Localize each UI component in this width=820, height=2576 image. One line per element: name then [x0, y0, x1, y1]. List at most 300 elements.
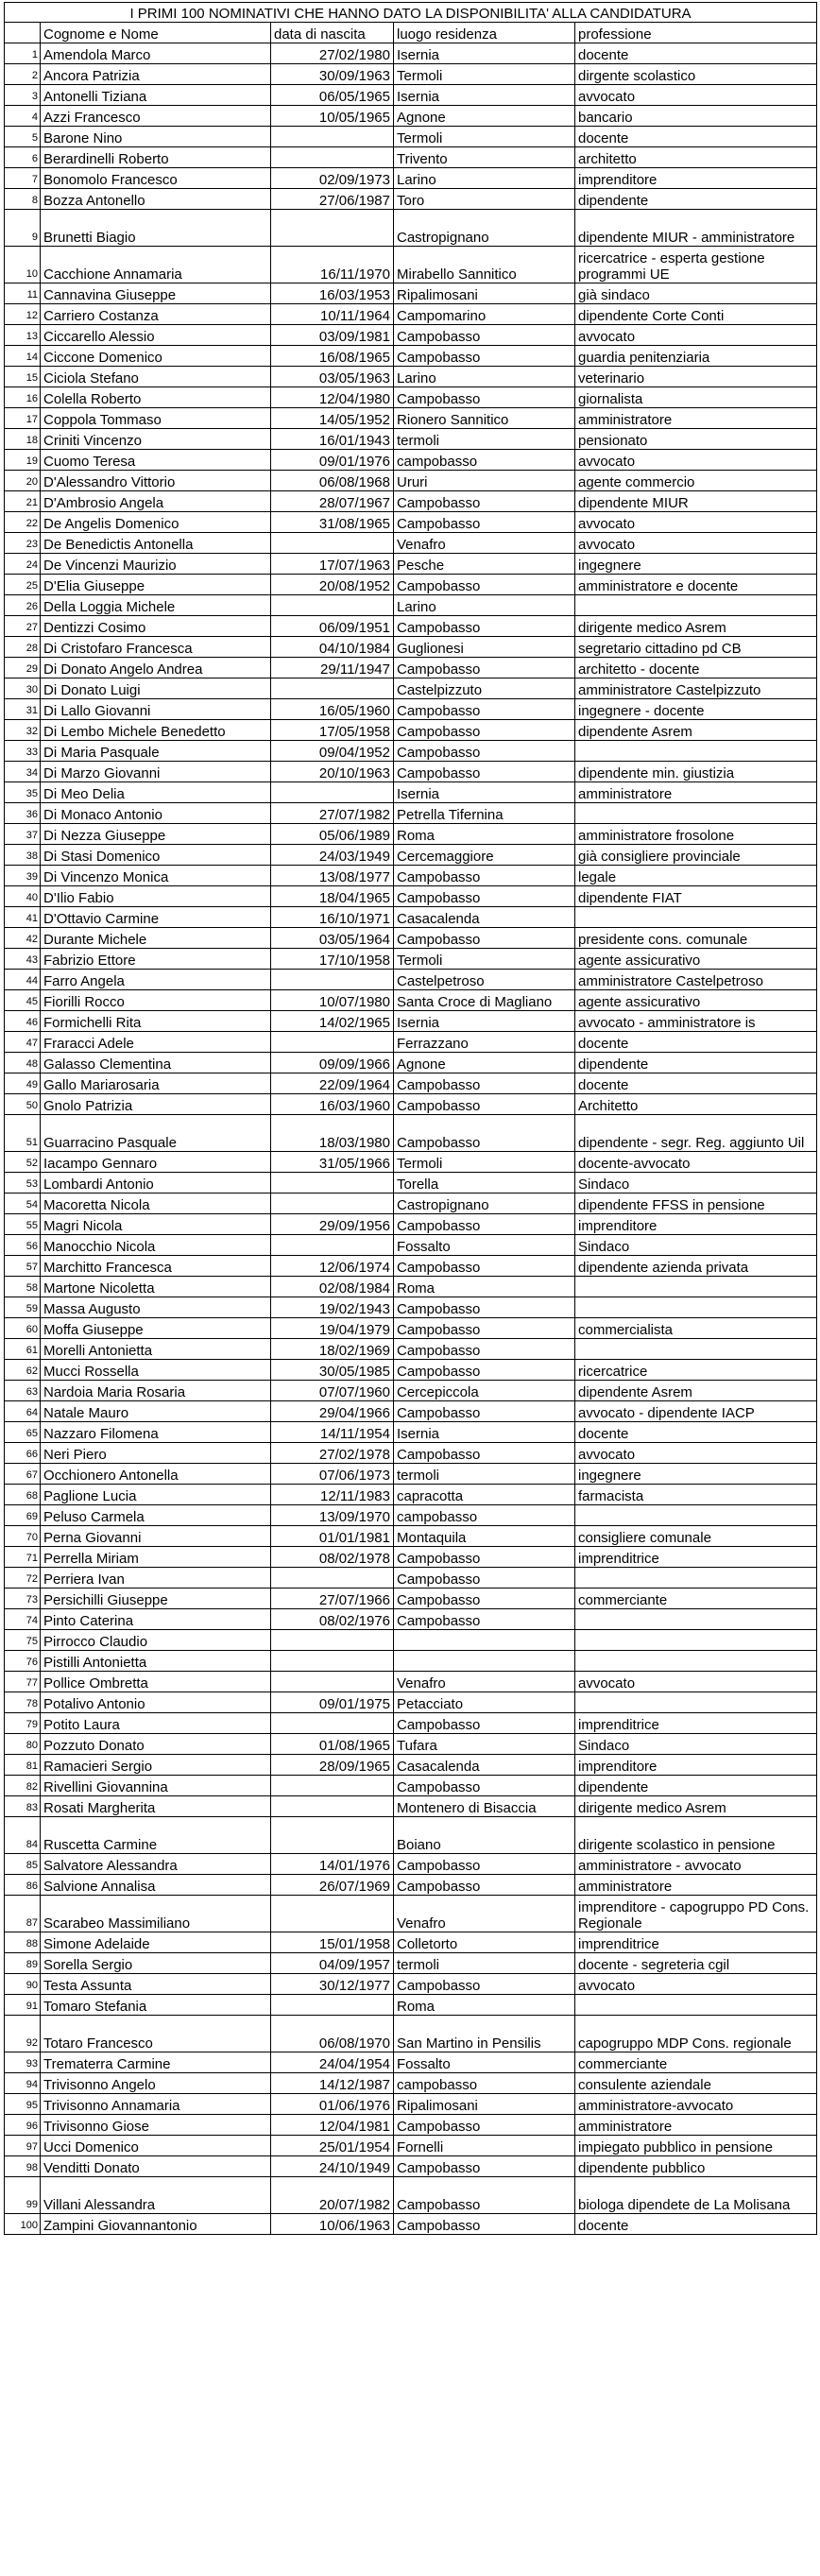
cell-birth-date: 05/06/1989 — [271, 824, 394, 845]
cell-name: D'Alessandro Vittorio — [41, 471, 271, 491]
cell-birth-date: 01/08/1965 — [271, 1734, 394, 1755]
cell-residence: Campomarino — [394, 304, 575, 325]
cell-residence: Mirabello Sannitico — [394, 247, 575, 283]
row-number: 71 — [5, 1547, 41, 1568]
cell-profession: ingegnere - docente — [575, 699, 817, 720]
cell-name: Di Lallo Giovanni — [41, 699, 271, 720]
cell-name: Ciccarello Alessio — [41, 325, 271, 346]
cell-birth-date: 14/02/1965 — [271, 1011, 394, 1032]
cell-birth-date: 06/08/1968 — [271, 471, 394, 491]
cell-birth-date: 17/07/1963 — [271, 554, 394, 575]
cell-profession: bancario — [575, 106, 817, 127]
row-number: 5 — [5, 127, 41, 147]
cell-residence: Campobasso — [394, 1547, 575, 1568]
cell-name: Magri Nicola — [41, 1214, 271, 1235]
cell-name: Venditti Donato — [41, 2156, 271, 2177]
cell-birth-date — [271, 595, 394, 616]
table-row — [5, 1173, 817, 1194]
row-number: 50 — [5, 1094, 41, 1115]
row-number: 81 — [5, 1755, 41, 1776]
cell-profession: consigliere comunale — [575, 1526, 817, 1547]
cell-name: Di Maria Pasquale — [41, 741, 271, 762]
table-row — [5, 1381, 817, 1401]
cell-name: Ruscetta Carmine — [41, 1817, 271, 1854]
cell-name: De Angelis Domenico — [41, 512, 271, 533]
cell-residence: Campobasso — [394, 1974, 575, 1995]
cell-birth-date: 06/05/1965 — [271, 85, 394, 106]
table-row — [5, 1053, 817, 1073]
cell-profession: imprenditore — [575, 1755, 817, 1776]
cell-birth-date: 26/07/1969 — [271, 1875, 394, 1896]
cell-profession: commercialista — [575, 1318, 817, 1339]
table-row — [5, 2177, 817, 2214]
cell-profession: Architetto — [575, 1094, 817, 1115]
cell-profession: capogruppo MDP Cons. regionale — [575, 2016, 817, 2052]
table-row — [5, 1995, 817, 2016]
cell-name: De Vincenzi Maurizio — [41, 554, 271, 575]
cell-birth-date — [271, 1713, 394, 1734]
cell-birth-date: 20/08/1952 — [271, 575, 394, 595]
cell-residence: Campobasso — [394, 616, 575, 637]
cell-profession: docente — [575, 2214, 817, 2235]
table-row — [5, 450, 817, 471]
cell-profession: avvocato — [575, 1443, 817, 1464]
cell-birth-date: 18/04/1965 — [271, 886, 394, 907]
cell-residence: Campobasso — [394, 866, 575, 886]
cell-profession: imprenditrice — [575, 1932, 817, 1953]
cell-name: Fiorilli Rocco — [41, 990, 271, 1011]
table-row — [5, 949, 817, 970]
cell-profession: amministratore - avvocato — [575, 1854, 817, 1875]
cell-name: Coppola Tommaso — [41, 408, 271, 429]
cell-residence: termoli — [394, 1953, 575, 1974]
cell-birth-date: 16/08/1965 — [271, 346, 394, 367]
cell-name: Cuomo Teresa — [41, 450, 271, 471]
row-number: 4 — [5, 106, 41, 127]
cell-profession: giornalista — [575, 387, 817, 408]
row-number: 32 — [5, 720, 41, 741]
cell-residence: Rionero Sannitico — [394, 408, 575, 429]
cell-birth-date: 14/05/1952 — [271, 408, 394, 429]
cell-name: Trivisonno Angelo — [41, 2073, 271, 2094]
cell-name: Perrella Miriam — [41, 1547, 271, 1568]
table-row — [5, 2214, 817, 2235]
table-row — [5, 1672, 817, 1692]
cell-profession: avvocato - amministratore is — [575, 1011, 817, 1032]
table-row — [5, 1297, 817, 1318]
cell-birth-date: 14/11/1954 — [271, 1422, 394, 1443]
row-number: 22 — [5, 512, 41, 533]
cell-residence: Boiano — [394, 1817, 575, 1854]
row-number: 23 — [5, 533, 41, 554]
row-number: 14 — [5, 346, 41, 367]
table-row — [5, 575, 817, 595]
cell-profession: dirgente scolastico — [575, 64, 817, 85]
table-row — [5, 1713, 817, 1734]
cell-profession — [575, 907, 817, 928]
cell-profession: avvocato — [575, 1974, 817, 1995]
cell-profession: dipendente FFSS in pensione — [575, 1194, 817, 1214]
cell-residence: campobasso — [394, 2073, 575, 2094]
table-row — [5, 845, 817, 866]
table-row — [5, 1609, 817, 1630]
cell-name: Galasso Clementina — [41, 1053, 271, 1073]
cell-birth-date: 31/08/1965 — [271, 512, 394, 533]
cell-name: Manocchio Nicola — [41, 1235, 271, 1256]
cell-profession: dipendente — [575, 1776, 817, 1796]
cell-residence: Toro — [394, 189, 575, 210]
row-number: 2 — [5, 64, 41, 85]
cell-birth-date: 22/09/1964 — [271, 1073, 394, 1094]
cell-birth-date: 27/06/1987 — [271, 189, 394, 210]
cell-profession: presidente cons. comunale — [575, 928, 817, 949]
cell-birth-date: 30/12/1977 — [271, 1974, 394, 1995]
cell-profession: docente — [575, 1032, 817, 1053]
cell-profession: amministratore frosolone — [575, 824, 817, 845]
table-row — [5, 678, 817, 699]
cell-name: Di Cristofaro Francesca — [41, 637, 271, 658]
row-number: 61 — [5, 1339, 41, 1360]
row-number: 26 — [5, 595, 41, 616]
cell-name: Neri Piero — [41, 1443, 271, 1464]
cell-name: Trivisonno Giose — [41, 2115, 271, 2136]
row-number: 42 — [5, 928, 41, 949]
cell-name: Di Stasi Domenico — [41, 845, 271, 866]
cell-profession: dipendente FIAT — [575, 886, 817, 907]
row-number: 36 — [5, 803, 41, 824]
cell-residence: Castropignano — [394, 210, 575, 247]
table-row — [5, 2115, 817, 2136]
row-number: 82 — [5, 1776, 41, 1796]
cell-name: Macoretta Nicola — [41, 1194, 271, 1214]
cell-profession: dipendente Asrem — [575, 720, 817, 741]
cell-birth-date: 04/09/1957 — [271, 1953, 394, 1974]
cell-residence: Castelpizzuto — [394, 678, 575, 699]
row-number: 19 — [5, 450, 41, 471]
row-number: 96 — [5, 2115, 41, 2136]
cell-name: Di Donato Luigi — [41, 678, 271, 699]
cell-birth-date — [271, 1630, 394, 1651]
cell-profession: avvocato — [575, 1672, 817, 1692]
row-number: 59 — [5, 1297, 41, 1318]
cell-residence: Campobasso — [394, 1115, 575, 1152]
cell-residence: Campobasso — [394, 1214, 575, 1235]
cell-profession — [575, 595, 817, 616]
row-number: 30 — [5, 678, 41, 699]
row-number: 88 — [5, 1932, 41, 1953]
cell-profession: veterinario — [575, 367, 817, 387]
cell-profession: amministratore — [575, 2115, 817, 2136]
cell-residence: Ferrazzano — [394, 1032, 575, 1053]
cell-name: Fraracci Adele — [41, 1032, 271, 1053]
cell-name: Pirrocco Claudio — [41, 1630, 271, 1651]
cell-residence: Campobasso — [394, 491, 575, 512]
cell-name: Di Lembo Michele Benedetto — [41, 720, 271, 741]
row-number: 56 — [5, 1235, 41, 1256]
cell-profession: commerciante — [575, 1589, 817, 1609]
cell-profession: ingegnere — [575, 554, 817, 575]
cell-profession: docente - segreteria cgil — [575, 1953, 817, 1974]
cell-birth-date: 24/04/1954 — [271, 2052, 394, 2073]
cell-profession: dirigente medico Asrem — [575, 1796, 817, 1817]
row-number: 10 — [5, 247, 41, 283]
table-row — [5, 1896, 817, 1932]
row-number: 3 — [5, 85, 41, 106]
sheet-title: I PRIMI 100 NOMINATIVI CHE HANNO DATO LA DISPONIBILITA' ALLA CANDIDATURA — [5, 3, 817, 23]
cell-name: Criniti Vincenzo — [41, 429, 271, 450]
row-number: 98 — [5, 2156, 41, 2177]
table-row — [5, 803, 817, 824]
cell-name: Cacchione Annamaria — [41, 247, 271, 283]
cell-name: Iacampo Gennaro — [41, 1152, 271, 1173]
table-row — [5, 699, 817, 720]
cell-name: Moffa Giuseppe — [41, 1318, 271, 1339]
row-number: 53 — [5, 1173, 41, 1194]
row-number: 66 — [5, 1443, 41, 1464]
table-row — [5, 247, 817, 283]
cell-residence: Agnone — [394, 1053, 575, 1073]
cell-profession: Sindaco — [575, 1734, 817, 1755]
cell-name: Paglione Lucia — [41, 1485, 271, 1505]
cell-profession: avvocato — [575, 533, 817, 554]
cell-birth-date: 27/07/1966 — [271, 1589, 394, 1609]
cell-residence: Campobasso — [394, 1318, 575, 1339]
cell-profession — [575, 1277, 817, 1297]
row-number: 47 — [5, 1032, 41, 1053]
row-number: 40 — [5, 886, 41, 907]
table-row — [5, 762, 817, 782]
cell-birth-date — [271, 127, 394, 147]
row-number: 92 — [5, 2016, 41, 2052]
cell-birth-date: 13/09/1970 — [271, 1505, 394, 1526]
row-number: 29 — [5, 658, 41, 678]
cell-birth-date — [271, 1651, 394, 1672]
table-row — [5, 1277, 817, 1297]
table-row — [5, 346, 817, 367]
table-row — [5, 1011, 817, 1032]
cell-name: Occhionero Antonella — [41, 1464, 271, 1485]
cell-residence: Termoli — [394, 949, 575, 970]
cell-birth-date: 07/06/1973 — [271, 1464, 394, 1485]
cell-profession: dipendente — [575, 189, 817, 210]
cell-birth-date: 06/09/1951 — [271, 616, 394, 637]
cell-residence: Torella — [394, 1173, 575, 1194]
row-number: 17 — [5, 408, 41, 429]
row-number: 65 — [5, 1422, 41, 1443]
cell-birth-date — [271, 1235, 394, 1256]
cell-birth-date: 01/01/1981 — [271, 1526, 394, 1547]
cell-profession: ricercatrice - esperta gestione programmi UE — [575, 247, 817, 283]
cell-residence: Termoli — [394, 64, 575, 85]
row-number: 100 — [5, 2214, 41, 2235]
cell-birth-date: 08/02/1978 — [271, 1547, 394, 1568]
header-profession: professione — [575, 23, 817, 43]
table-row — [5, 325, 817, 346]
cell-profession — [575, 1692, 817, 1713]
table-row — [5, 210, 817, 247]
cell-birth-date: 12/04/1981 — [271, 2115, 394, 2136]
cell-profession: commerciante — [575, 2052, 817, 2073]
row-number: 79 — [5, 1713, 41, 1734]
row-number: 69 — [5, 1505, 41, 1526]
cell-birth-date — [271, 1896, 394, 1932]
table-row — [5, 387, 817, 408]
cell-profession: dipendente pubblico — [575, 2156, 817, 2177]
cell-profession: avvocato — [575, 85, 817, 106]
cell-residence: Campobasso — [394, 699, 575, 720]
cell-profession: docente — [575, 1073, 817, 1094]
cell-name: Villani Alessandra — [41, 2177, 271, 2214]
title-row — [5, 3, 817, 23]
cell-name: Bozza Antonello — [41, 189, 271, 210]
cell-profession — [575, 1339, 817, 1360]
cell-name: Potalivo Antonio — [41, 1692, 271, 1713]
cell-birth-date: 19/02/1943 — [271, 1297, 394, 1318]
cell-profession: Sindaco — [575, 1173, 817, 1194]
cell-birth-date: 03/05/1964 — [271, 928, 394, 949]
row-number: 31 — [5, 699, 41, 720]
cell-profession: dirigente scolastico in pensione — [575, 1817, 817, 1854]
cell-name: Pinto Caterina — [41, 1609, 271, 1630]
cell-name: Cannavina Giuseppe — [41, 283, 271, 304]
cell-name: Trivisonno Annamaria — [41, 2094, 271, 2115]
cell-name: Simone Adelaide — [41, 1932, 271, 1953]
cell-profession: avvocato — [575, 512, 817, 533]
cell-profession: agente assicurativo — [575, 949, 817, 970]
spreadsheet — [4, 2, 816, 2235]
cell-residence: Campobasso — [394, 1713, 575, 1734]
cell-birth-date — [271, 1194, 394, 1214]
cell-residence: Montenero di Bisaccia — [394, 1796, 575, 1817]
cell-residence: Castelpetroso — [394, 970, 575, 990]
cell-profession: ricercatrice — [575, 1360, 817, 1381]
table-row — [5, 1360, 817, 1381]
candidates-table — [4, 2, 817, 2235]
table-row — [5, 928, 817, 949]
table-row — [5, 1505, 817, 1526]
table-row — [5, 1464, 817, 1485]
cell-name: Pollice Ombretta — [41, 1672, 271, 1692]
row-number: 11 — [5, 283, 41, 304]
row-number: 21 — [5, 491, 41, 512]
table-row — [5, 1422, 817, 1443]
table-row — [5, 189, 817, 210]
header-birth-date: data di nascita — [271, 23, 394, 43]
cell-birth-date: 16/03/1960 — [271, 1094, 394, 1115]
row-number: 13 — [5, 325, 41, 346]
row-number: 73 — [5, 1589, 41, 1609]
row-number: 7 — [5, 168, 41, 189]
cell-residence: Ripalimosani — [394, 283, 575, 304]
row-number: 18 — [5, 429, 41, 450]
table-row — [5, 1256, 817, 1277]
cell-residence: Campobasso — [394, 720, 575, 741]
cell-profession: pensionato — [575, 429, 817, 450]
cell-residence: Campobasso — [394, 1094, 575, 1115]
table-row — [5, 1547, 817, 1568]
cell-name: Di Marzo Giovanni — [41, 762, 271, 782]
cell-birth-date: 24/03/1949 — [271, 845, 394, 866]
table-row — [5, 637, 817, 658]
cell-birth-date — [271, 1995, 394, 2016]
cell-profession: dipendente MIUR - amministratore — [575, 210, 817, 247]
cell-profession: architetto — [575, 147, 817, 168]
cell-name: Martone Nicoletta — [41, 1277, 271, 1297]
cell-residence: Termoli — [394, 127, 575, 147]
cell-profession: docente-avvocato — [575, 1152, 817, 1173]
cell-name: Fabrizio Ettore — [41, 949, 271, 970]
cell-residence: Petrella Tifernina — [394, 803, 575, 824]
cell-name: Lombardi Antonio — [41, 1173, 271, 1194]
cell-residence: Isernia — [394, 782, 575, 803]
table-row — [5, 533, 817, 554]
cell-birth-date: 16/11/1970 — [271, 247, 394, 283]
cell-residence: Campobasso — [394, 1443, 575, 1464]
table-row — [5, 304, 817, 325]
cell-name: Di Monaco Antonio — [41, 803, 271, 824]
cell-birth-date: 16/01/1943 — [271, 429, 394, 450]
row-number: 39 — [5, 866, 41, 886]
cell-profession: dipendente - segr. Reg. aggiunto Uil — [575, 1115, 817, 1152]
cell-name: Berardinelli Roberto — [41, 147, 271, 168]
cell-residence: Isernia — [394, 85, 575, 106]
table-row — [5, 1235, 817, 1256]
cell-name: Persichilli Giuseppe — [41, 1589, 271, 1609]
table-row — [5, 1485, 817, 1505]
cell-residence: Campobasso — [394, 658, 575, 678]
cell-name: Salvatore Alessandra — [41, 1854, 271, 1875]
table-row — [5, 886, 817, 907]
row-number: 63 — [5, 1381, 41, 1401]
cell-birth-date — [271, 1173, 394, 1194]
cell-name: Formichelli Rita — [41, 1011, 271, 1032]
table-row — [5, 2073, 817, 2094]
cell-name: Farro Angela — [41, 970, 271, 990]
row-number: 55 — [5, 1214, 41, 1235]
table-row — [5, 106, 817, 127]
cell-birth-date: 31/05/1966 — [271, 1152, 394, 1173]
table-row — [5, 595, 817, 616]
row-number: 75 — [5, 1630, 41, 1651]
cell-residence: Ripalimosani — [394, 2094, 575, 2115]
cell-residence: Campobasso — [394, 387, 575, 408]
cell-residence: Campobasso — [394, 1776, 575, 1796]
row-number: 49 — [5, 1073, 41, 1094]
cell-residence: Fornelli — [394, 2136, 575, 2156]
table-row — [5, 1875, 817, 1896]
cell-residence: Campobasso — [394, 2214, 575, 2235]
table-row — [5, 429, 817, 450]
table-row — [5, 2156, 817, 2177]
cell-residence: Casacalenda — [394, 907, 575, 928]
cell-name: Perriera Ivan — [41, 1568, 271, 1589]
cell-birth-date: 14/12/1987 — [271, 2073, 394, 2094]
row-number: 62 — [5, 1360, 41, 1381]
cell-birth-date: 06/08/1970 — [271, 2016, 394, 2052]
table-row — [5, 168, 817, 189]
cell-profession: avvocato — [575, 450, 817, 471]
cell-residence: Venafro — [394, 1672, 575, 1692]
table-row — [5, 1401, 817, 1422]
row-number: 35 — [5, 782, 41, 803]
cell-residence: termoli — [394, 1464, 575, 1485]
cell-residence: Ururi — [394, 471, 575, 491]
cell-profession — [575, 1297, 817, 1318]
cell-profession: dipendente min. giustizia — [575, 762, 817, 782]
cell-birth-date: 07/07/1960 — [271, 1381, 394, 1401]
cell-profession: amministratore — [575, 782, 817, 803]
cell-birth-date — [271, 1776, 394, 1796]
